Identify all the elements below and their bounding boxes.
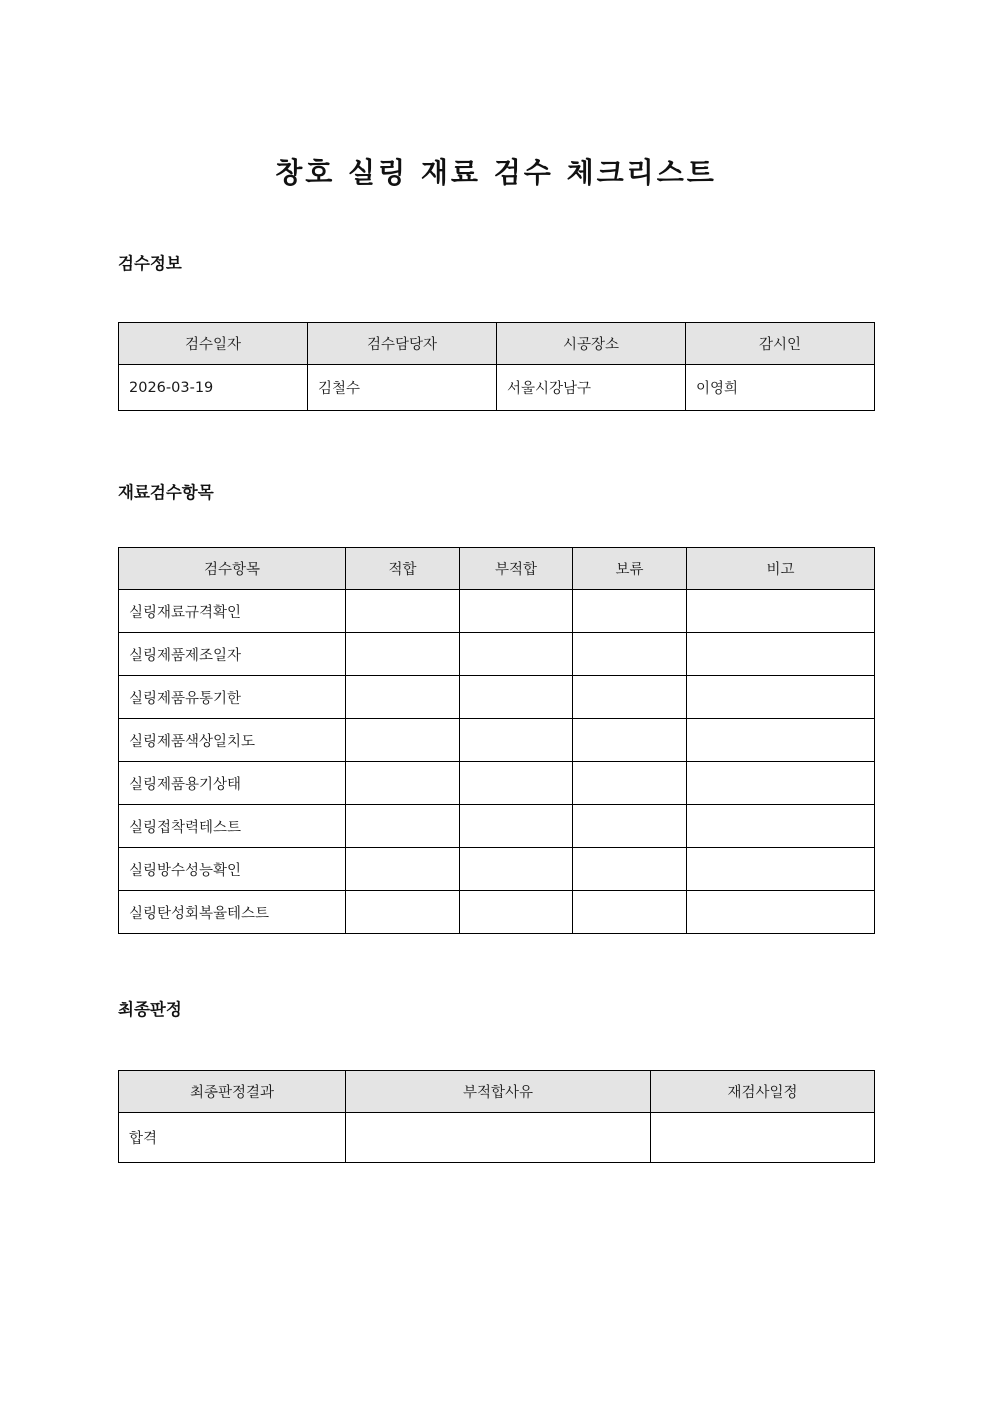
checkbox-cell-fail[interactable] <box>460 590 573 633</box>
cell-remarks[interactable] <box>687 891 875 934</box>
table-row <box>119 633 875 676</box>
cell-item: 실링탄성회복율테스트 <box>119 891 346 934</box>
cell-site[interactable]: 서울시강남구 <box>497 365 686 411</box>
column-header-pass: 적합 <box>346 548 460 590</box>
column-header-reinspection-date: 재검사일정 <box>651 1071 875 1113</box>
cell-item: 실링제품용기상태 <box>119 762 346 805</box>
inspection-items-table <box>118 547 875 934</box>
cell-item: 실링재료규격확인 <box>119 590 346 633</box>
table-row <box>119 1113 875 1163</box>
checkbox-cell-fail[interactable] <box>460 805 573 848</box>
table-row <box>119 891 875 934</box>
cell-remarks[interactable] <box>687 762 875 805</box>
cell-remarks[interactable] <box>687 805 875 848</box>
final-verdict-table <box>118 1070 875 1163</box>
inspection-info-table <box>118 322 875 411</box>
column-header-supervisor: 감시인 <box>686 323 875 365</box>
checkbox-cell-hold[interactable] <box>573 590 687 633</box>
cell-remarks[interactable] <box>687 719 875 762</box>
cell-item: 실링제품제조일자 <box>119 633 346 676</box>
column-header-fail: 부적합 <box>460 548 573 590</box>
section-heading-inspection-info: 검수정보 <box>118 254 182 273</box>
cell-remarks[interactable] <box>687 676 875 719</box>
cell-remarks[interactable] <box>687 590 875 633</box>
column-header-failure-reason: 부적합사유 <box>346 1071 651 1113</box>
cell-item: 실링제품유통기한 <box>119 676 346 719</box>
cell-item: 실링방수성능확인 <box>119 848 346 891</box>
checkbox-cell-pass[interactable] <box>346 719 460 762</box>
table-row <box>119 365 875 411</box>
checkbox-cell-hold[interactable] <box>573 676 687 719</box>
checkbox-cell-hold[interactable] <box>573 891 687 934</box>
table-row <box>119 805 875 848</box>
page-title: 창호 실링 재료 검수 체크리스트 <box>275 155 717 189</box>
cell-inspector[interactable]: 김철수 <box>308 365 497 411</box>
checkbox-cell-hold[interactable] <box>573 633 687 676</box>
cell-supervisor[interactable]: 이영희 <box>686 365 875 411</box>
table-row <box>119 719 875 762</box>
cell-item: 실링제품색상일치도 <box>119 719 346 762</box>
checkbox-cell-pass[interactable] <box>346 590 460 633</box>
table-row <box>119 762 875 805</box>
column-header-hold: 보류 <box>573 548 687 590</box>
checkbox-cell-hold[interactable] <box>573 762 687 805</box>
column-header-inspector: 검수담당자 <box>308 323 497 365</box>
checkbox-cell-fail[interactable] <box>460 762 573 805</box>
table-row <box>119 848 875 891</box>
column-header-inspection-date: 검수일자 <box>119 323 308 365</box>
table-row <box>119 676 875 719</box>
checkbox-cell-fail[interactable] <box>460 633 573 676</box>
checkbox-cell-fail[interactable] <box>460 848 573 891</box>
cell-reinspection-date[interactable] <box>651 1113 875 1163</box>
table-row <box>119 590 875 633</box>
column-header-verdict-result: 최종판정결과 <box>119 1071 346 1113</box>
checkbox-cell-fail[interactable] <box>460 676 573 719</box>
column-header-site: 시공장소 <box>497 323 686 365</box>
checkbox-cell-hold[interactable] <box>573 719 687 762</box>
cell-item: 실링접착력테스트 <box>119 805 346 848</box>
cell-inspection-date[interactable]: 2026-03-19 <box>119 365 308 411</box>
checkbox-cell-hold[interactable] <box>573 848 687 891</box>
checkbox-cell-hold[interactable] <box>573 805 687 848</box>
table-header-row <box>119 323 875 365</box>
section-heading-inspection-items: 재료검수항목 <box>118 483 214 502</box>
checkbox-cell-fail[interactable] <box>460 891 573 934</box>
table-header-row <box>119 1071 875 1113</box>
table-header-row <box>119 548 875 590</box>
cell-verdict-result[interactable]: 합격 <box>119 1113 346 1163</box>
cell-failure-reason[interactable] <box>346 1113 651 1163</box>
section-heading-final-verdict: 최종판정 <box>118 1000 182 1019</box>
checkbox-cell-pass[interactable] <box>346 805 460 848</box>
cell-remarks[interactable] <box>687 848 875 891</box>
checkbox-cell-pass[interactable] <box>346 848 460 891</box>
cell-remarks[interactable] <box>687 633 875 676</box>
checkbox-cell-pass[interactable] <box>346 676 460 719</box>
column-header-item: 검수항목 <box>119 548 346 590</box>
checkbox-cell-pass[interactable] <box>346 891 460 934</box>
column-header-remarks: 비고 <box>687 548 875 590</box>
checkbox-cell-pass[interactable] <box>346 762 460 805</box>
checkbox-cell-pass[interactable] <box>346 633 460 676</box>
checkbox-cell-fail[interactable] <box>460 719 573 762</box>
